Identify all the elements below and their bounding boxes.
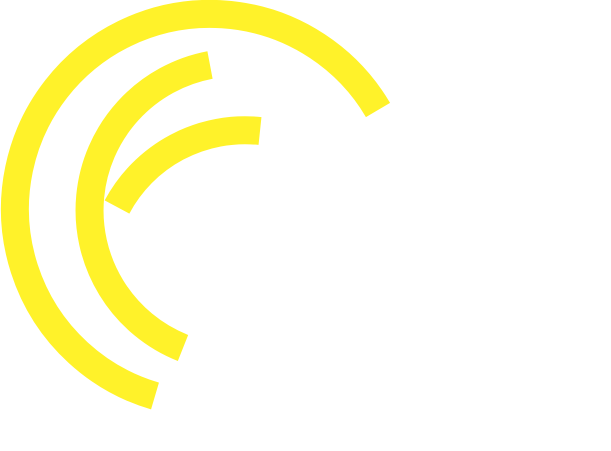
middle-arc (90, 65, 210, 348)
inner-arc (117, 130, 260, 207)
